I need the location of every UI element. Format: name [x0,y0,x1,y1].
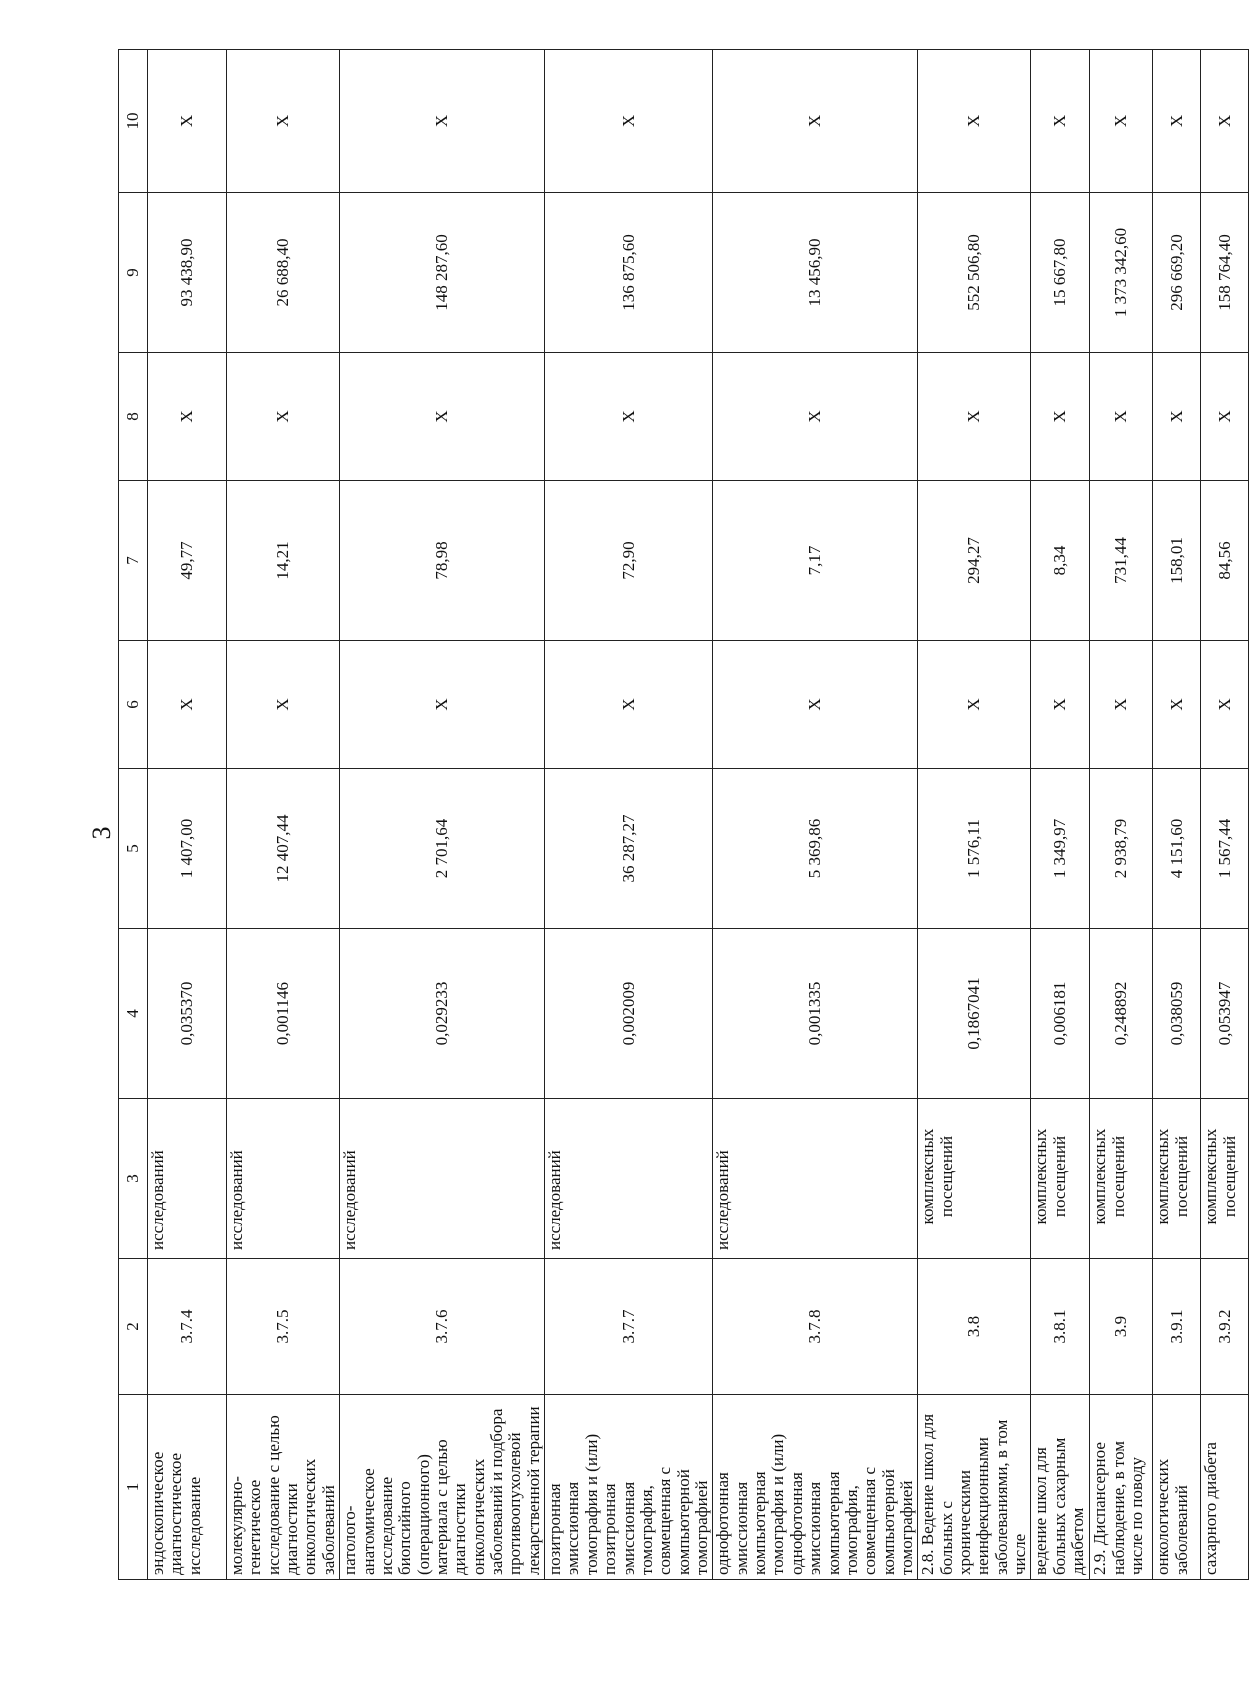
cell-col8: X [1090,353,1153,481]
cell-col6: X [545,641,713,769]
cell-per-capita: 731,44 [1090,481,1153,641]
col-header-4: 4 [119,929,148,1099]
cell-unit: исследований [340,1099,545,1259]
cell-row-number: 3.7.5 [227,1259,340,1395]
cell-col10: X [1090,50,1153,193]
cell-total: 158 764,40 [1201,193,1249,353]
cell-col10: X [340,50,545,193]
page-number: 3 [87,826,116,840]
cell-row-number: 3.9.1 [1153,1259,1201,1395]
cell-name: 2.8. Ведение школ для больных с хроническими неинфекционными заболеваниями, в том числе [918,1395,1031,1580]
cell-col10: X [1031,50,1090,193]
cell-col8: X [713,353,918,481]
cell-col6: X [340,641,545,769]
cell-col8: X [340,353,545,481]
cell-volume: 0,002009 [545,929,713,1099]
cell-volume: 0,001146 [227,929,340,1099]
cell-row-number: 3.8.1 [1031,1259,1090,1395]
cell-unit: исследований [148,1099,227,1259]
cell-total: 26 688,40 [227,193,340,353]
col-header-5: 5 [119,769,148,929]
cell-unit: исследований [713,1099,918,1259]
cell-per-capita: 8,34 [1031,481,1090,641]
table-row [918,50,1031,1580]
cell-col8: X [1201,353,1249,481]
cell-row-number: 3.7.8 [713,1259,918,1395]
cell-volume: 0,001335 [713,929,918,1099]
cell-col8: X [227,353,340,481]
cell-name: ведение школ для больных сахарным диабетом [1031,1395,1090,1580]
cell-col6: X [1201,641,1249,769]
cell-cost: 2 938,79 [1090,769,1153,929]
cell-col8: X [148,353,227,481]
cell-cost: 1 567,44 [1201,769,1249,929]
table-row [227,50,340,1580]
cell-row-number: 3.9.2 [1201,1259,1249,1395]
cell-name: позитронная эмиссионная томография и (или) позитронная эмиссионная томография, совмещенная с компьютерной томографией [545,1395,713,1580]
cell-cost: 2 701,64 [340,769,545,929]
cell-name: молекулярно-генетическое исследование с целью диагностики онкологических заболеваний [227,1395,340,1580]
cell-col10: X [1153,50,1201,193]
cell-cost: 12 407,44 [227,769,340,929]
cell-volume: 0,1867041 [918,929,1031,1099]
cell-volume: 0,035370 [148,929,227,1099]
cell-volume: 0,248892 [1090,929,1153,1099]
cell-total: 552 506,80 [918,193,1031,353]
cell-cost: 1 576,11 [918,769,1031,929]
cell-col6: X [1031,641,1090,769]
cell-col10: X [227,50,340,193]
cell-row-number: 3.9 [1090,1259,1153,1395]
cell-col6: X [1090,641,1153,769]
cell-cost: 4 151,60 [1153,769,1201,929]
cell-total: 296 669,20 [1153,193,1201,353]
cell-row-number: 3.8 [918,1259,1031,1395]
col-header-3: 3 [119,1099,148,1259]
table-row [1201,50,1249,1580]
cell-row-number: 3.7.6 [340,1259,545,1395]
header-row [119,50,148,1580]
cell-col8: X [918,353,1031,481]
cell-col8: X [1153,353,1201,481]
cell-name: онкологических заболеваний [1153,1395,1201,1580]
table-row [1031,50,1090,1580]
cell-per-capita: 294,27 [918,481,1031,641]
cell-name: сахарного диабета [1201,1395,1249,1580]
rotated-table-sheet [118,50,1239,1580]
col-header-8: 8 [119,353,148,481]
cell-col6: X [918,641,1031,769]
cell-col8: X [1031,353,1090,481]
cell-name: однофотонная эмиссионная компьютерная томография и (или) однофотонная эмиссионная компьютерная томография, совмещенная с компьютерной томографией [713,1395,918,1580]
cell-name: 2.9. Диспансерное наблюдение, в том числе по поводу [1090,1395,1153,1580]
cell-col10: X [918,50,1031,193]
cell-volume: 0,038059 [1153,929,1201,1099]
col-header-7: 7 [119,481,148,641]
cell-total: 13 456,90 [713,193,918,353]
col-header-9: 9 [119,193,148,353]
cell-unit: исследований [227,1099,340,1259]
cell-col6: X [148,641,227,769]
table-row [545,50,713,1580]
cell-col8: X [545,353,713,481]
col-header-2: 2 [119,1259,148,1395]
cell-per-capita: 72,90 [545,481,713,641]
cell-per-capita: 84,56 [1201,481,1249,641]
col-header-6: 6 [119,641,148,769]
cell-total: 1 373 342,60 [1090,193,1153,353]
cell-col10: X [545,50,713,193]
cell-per-capita: 14,21 [227,481,340,641]
cell-row-number: 3.7.4 [148,1259,227,1395]
cell-row-number: 3.7.7 [545,1259,713,1395]
cell-unit: исследований [545,1099,713,1259]
cell-col6: X [1153,641,1201,769]
cell-col10: X [148,50,227,193]
table-row [1090,50,1153,1580]
cell-cost: 36 287,27 [545,769,713,929]
cell-name: патолого-анатомическое исследование биопсийного (операционного) материала с целью диагностики онкологических заболеваний и подбора противоопухолевой лекарственной терапии [340,1395,545,1580]
cell-per-capita: 158,01 [1153,481,1201,641]
cell-total: 15 667,80 [1031,193,1090,353]
cell-per-capita: 78,98 [340,481,545,641]
cell-total: 148 287,60 [340,193,545,353]
cell-unit: комплексных посещений [1031,1099,1090,1259]
cell-col10: X [1201,50,1249,193]
cell-col6: X [227,641,340,769]
cell-unit: комплексных посещений [1090,1099,1153,1259]
cell-cost: 1 349,97 [1031,769,1090,929]
cell-per-capita: 49,77 [148,481,227,641]
tariff-table [118,49,1249,1580]
cell-unit: комплексных посещений [918,1099,1031,1259]
table-row [340,50,545,1580]
table-row [713,50,918,1580]
cell-total: 93 438,90 [148,193,227,353]
cell-col6: X [713,641,918,769]
cell-total: 136 875,60 [545,193,713,353]
col-header-10: 10 [119,50,148,193]
cell-volume: 0,053947 [1201,929,1249,1099]
col-header-1: 1 [119,1395,148,1580]
table-row [1153,50,1201,1580]
cell-name: эндоскопическое диагностическое исследование [148,1395,227,1580]
cell-unit: комплексных посещений [1153,1099,1201,1259]
cell-volume: 0,006181 [1031,929,1090,1099]
table-row [148,50,227,1580]
cell-col10: X [713,50,918,193]
cell-unit: комплексных посещений [1201,1099,1249,1259]
cell-cost: 5 369,86 [713,769,918,929]
cell-volume: 0,029233 [340,929,545,1099]
cell-per-capita: 7,17 [713,481,918,641]
cell-cost: 1 407,00 [148,769,227,929]
